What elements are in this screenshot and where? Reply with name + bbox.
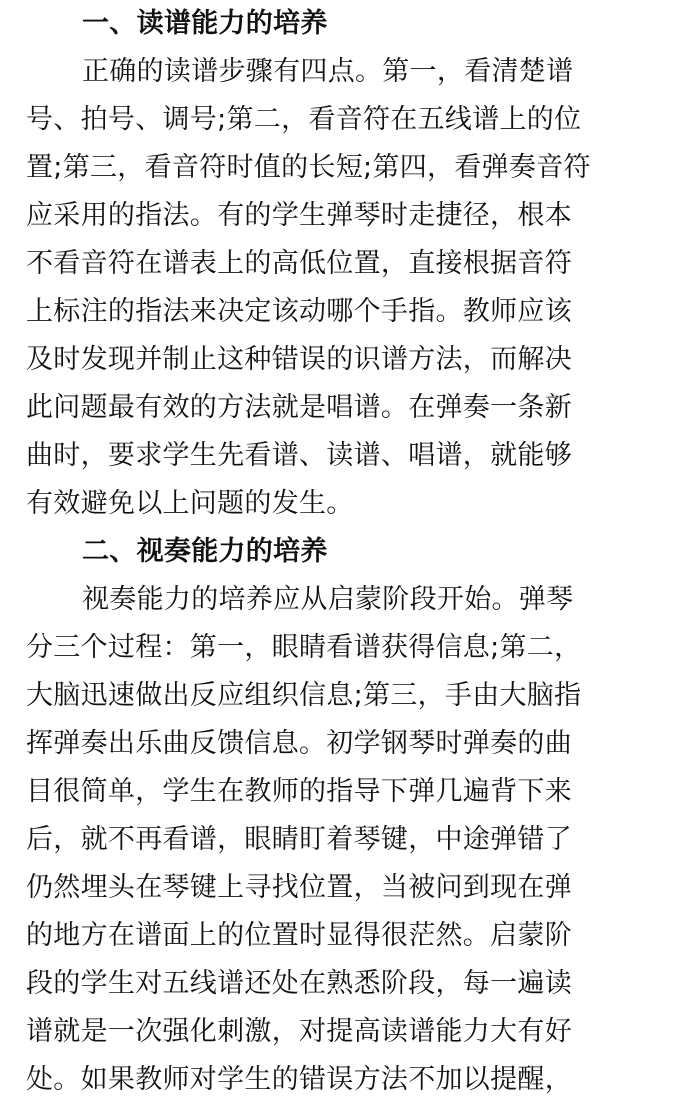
section-1-line: 曲时，要求学生先看谱、读谱、唱谱，就能够 — [26, 440, 572, 471]
section-1-line: 此问题最有效的方法就是唱谱。在弹奏一条新 — [26, 392, 572, 423]
section-2-line: 谱就是一次强化刺激，对提高读谱能力大有好 — [26, 1016, 572, 1047]
section-1-line: 号、拍号、调号;第二，看音符在五线谱上的位 — [26, 104, 582, 135]
section-2-line: 处。如果教师对学生的错误方法不加以提醒， — [26, 1064, 572, 1095]
section-1-line: 不看音符在谱表上的高低位置，直接根据音符 — [26, 248, 572, 279]
section-2-line: 挥弹奏出乐曲反馈信息。初学钢琴时弹奏的曲 — [26, 728, 572, 759]
section-2-line: 分三个过程：第一，眼睛看谱获得信息;第二， — [26, 632, 582, 663]
section-1-line: 上标注的指法来决定该动哪个手指。教师应该 — [26, 296, 572, 327]
section-2-line: 目很简单，学生在教师的指导下弹几遍背下来 — [26, 776, 572, 807]
section-1-line: 正确的读谱步骤有四点。第一，看清楚谱 — [82, 56, 574, 87]
section-2-heading: 二、视奏能力的培养 — [82, 536, 328, 567]
section-2-line: 的地方在谱面上的位置时显得很茫然。启蒙阶 — [26, 920, 572, 951]
section-1-line: 应采用的指法。有的学生弹琴时走捷径，根本 — [26, 200, 572, 231]
section-2-line: 后，就不再看谱，眼睛盯着琴键，中途弹错了 — [26, 824, 572, 855]
section-1-heading: 一、读谱能力的培养 — [82, 8, 328, 39]
section-1-line: 有效避免以上问题的发生。 — [26, 488, 354, 519]
section-2-line: 段的学生对五线谱还处在熟悉阶段，每一遍读 — [26, 968, 572, 999]
section-2-line: 视奏能力的培养应从启蒙阶段开始。弹琴 — [82, 584, 574, 615]
section-2-line: 仍然埋头在琴键上寻找位置，当被问到现在弹 — [26, 872, 572, 903]
section-1-line: 及时发现并制止这种错误的识谱方法，而解决 — [26, 344, 572, 375]
section-2-line: 大脑迅速做出反应组织信息;第三，手由大脑指 — [26, 680, 582, 711]
section-1-line: 置;第三，看音符时值的长短;第四，看弹奏音符 — [26, 152, 591, 183]
